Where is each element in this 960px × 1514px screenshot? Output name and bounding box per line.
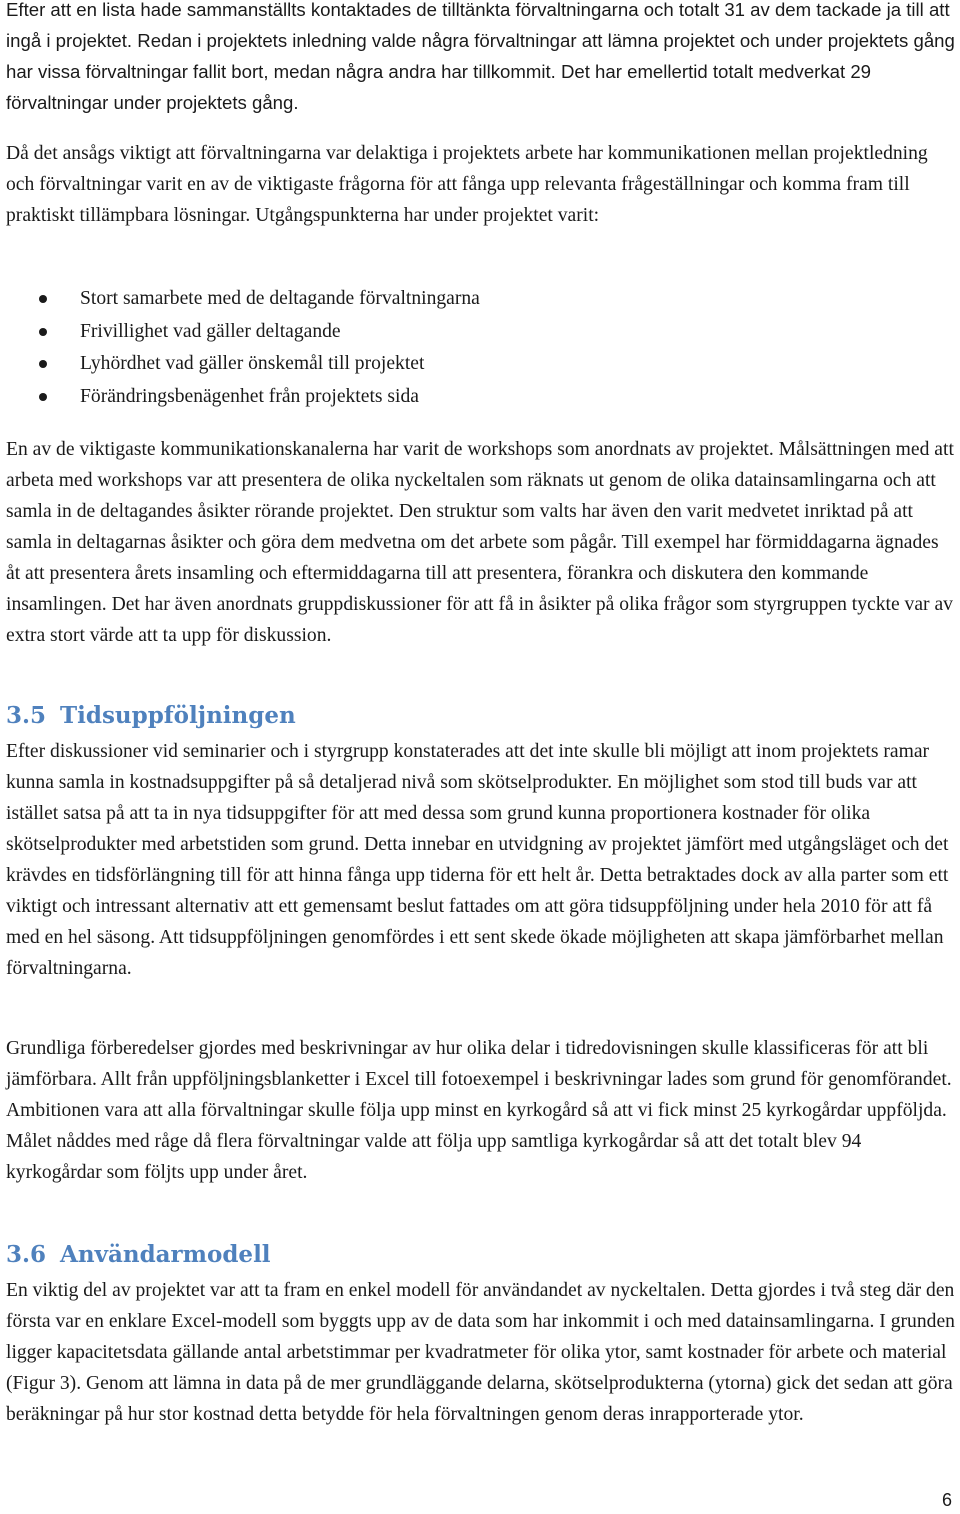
bullet-icon: [39, 393, 47, 401]
bullet-icon: [39, 328, 47, 336]
paragraph-tidsuppfoljning-1: Efter diskussioner vid seminarier och i styrgrupp konstaterades att det inte skulle bli möjligt att inom projektets ramar kunna samla in kostnadsuppgifter på så detaljerad nivå som skötselprodukter. En möjlighet som stod till buds var att istället satsa på att ta in nya tidsuppgifter för att med dessa som grund kunna proportionera kostnader för olika skötselprodukter med arbetstiden som grund. Detta innebar en utvidgning av projektet jämfört med utgångsläget och det krävdes en tidsförlängning till för att hinna fånga upp tiderna för ett helt år. Detta betraktades dock av alla parter som ett viktigt och intressant alternativ att ett gemensamt beslut fattades om att göra tidsuppföljning under hela 2010 för att få med en hel säsong. Att tidsuppföljningen genomfördes i ett sent skede ökade möjligheten att skapa jämförbarhet mellan förvaltningarna.: [6, 741, 949, 979]
paragraph-tidsuppfoljning-2: Grundliga förberedelser gjordes med beskrivningar av hur olika delar i tidredovisningen skulle klassificeras för att bli jämförbara. Allt från uppföljningsblanketter i Excel till fotoexempel i beskrivningar lades som grund för genomförandet. Ambitionen vara att alla förvaltningar skulle följa upp minst en kyrkogård så att vi fick minst 25 kyrkogårdar uppföljda. Målet nåddes med råge då flera förvaltningar valde att följa upp samtliga kyrkogårdar så att det totalt blev 94 kyrkogårdar som följts upp under året.: [6, 1038, 952, 1183]
paragraph-anvandarmodell: En viktig del av projektet var att ta fram en enkel modell för användandet av nyckeltalen. Detta gjordes i två steg där den första var en enklare Excel-modell som byggts upp av de data som har inkommit i och med datainsamlingarna. I grunden ligger kapacitetsdata gällande antal arbetstimmar per kvadratmeter för olika ytor, samt kostnader för arbete och material (Figur 3). Genom att lämna in data på de mer grundläggande delarna, skötselprodukterna (ytorna) gick det sedan att göra beräkningar på hur stor kostnad detta betydde för hela förvaltningen genom deras inrapporterade ytor.: [6, 1280, 955, 1425]
section-heading-3-5: [6, 701, 296, 731]
section-number: 3.5: [6, 702, 47, 729]
section-title: Användarmodell: [60, 1241, 271, 1268]
list-item: [6, 316, 906, 349]
paragraph-workshops: En av de viktigaste kommunikationskanalerna har varit de workshops som anordnats av projektet. Målsättningen med att arbeta med workshops var att presentera de olika nyckeltalen som räknats ut genom de olika datainsamlingarna och att samla in de deltagandes åsikter rörande projektet. Den struktur som valts har även den varit medvetet inriktad på att samla in deltagarnas åsikter och göra dem medvetna om det arbete som pågår. Till exempel har förmiddagarna ägnades åt att presentera årets insamling och eftermiddagarna till att presentera, förankra och diskutera den kommande insamlingen. Det har även anordnats gruppdiskussioner för att få in åsikter på olika frågor som styrgruppen tyckte var av extra stort värde att ta upp för diskussion.: [6, 439, 954, 646]
starting-points-list: [6, 283, 906, 413]
list-item-text: Lyhördhet vad gäller önskemål till projektet: [80, 353, 425, 374]
list-item: [6, 381, 906, 414]
section-title: Tidsuppföljningen: [60, 702, 296, 729]
paragraph-intro: Efter att en lista hade sammanställts kontaktades de tilltänkta förvaltningarna och totalt 31 av dem tackade ja till att ingå i projektet. Redan i projektets inledning valde några förvaltningar att lämna projektet och under projektets gång har vissa förvaltningar fallit bort, medan några andra har tillkommit. Det har emellertid totalt medverkat 29 förvaltningar under projektets gång.: [6, 0, 955, 113]
bullet-icon: [39, 295, 47, 303]
list-item: [6, 348, 906, 381]
bullet-icon: [39, 360, 47, 368]
list-item-text: Stort samarbete med de deltagande förvaltningarna: [80, 288, 480, 309]
section-number: 3.6: [6, 1241, 47, 1268]
list-item-text: Frivillighet vad gäller deltagande: [80, 320, 341, 342]
list-item-text: Förändringsbenägenhet från projektets sida: [80, 385, 419, 407]
paragraph-communication: Då det ansågs viktigt att förvaltningarna var delaktiga i projektets arbete har kommunikationen mellan projektledning och förvaltningar varit en av de viktigaste frågorna för att fånga upp relevanta frågeställningar och komma fram till praktiskt tillämpbara lösningar. Utgångspunkterna har under projektet varit:: [6, 143, 928, 226]
list-item: [6, 283, 906, 316]
page-number: 6: [941, 1490, 952, 1510]
section-heading-3-6: [6, 1240, 271, 1270]
